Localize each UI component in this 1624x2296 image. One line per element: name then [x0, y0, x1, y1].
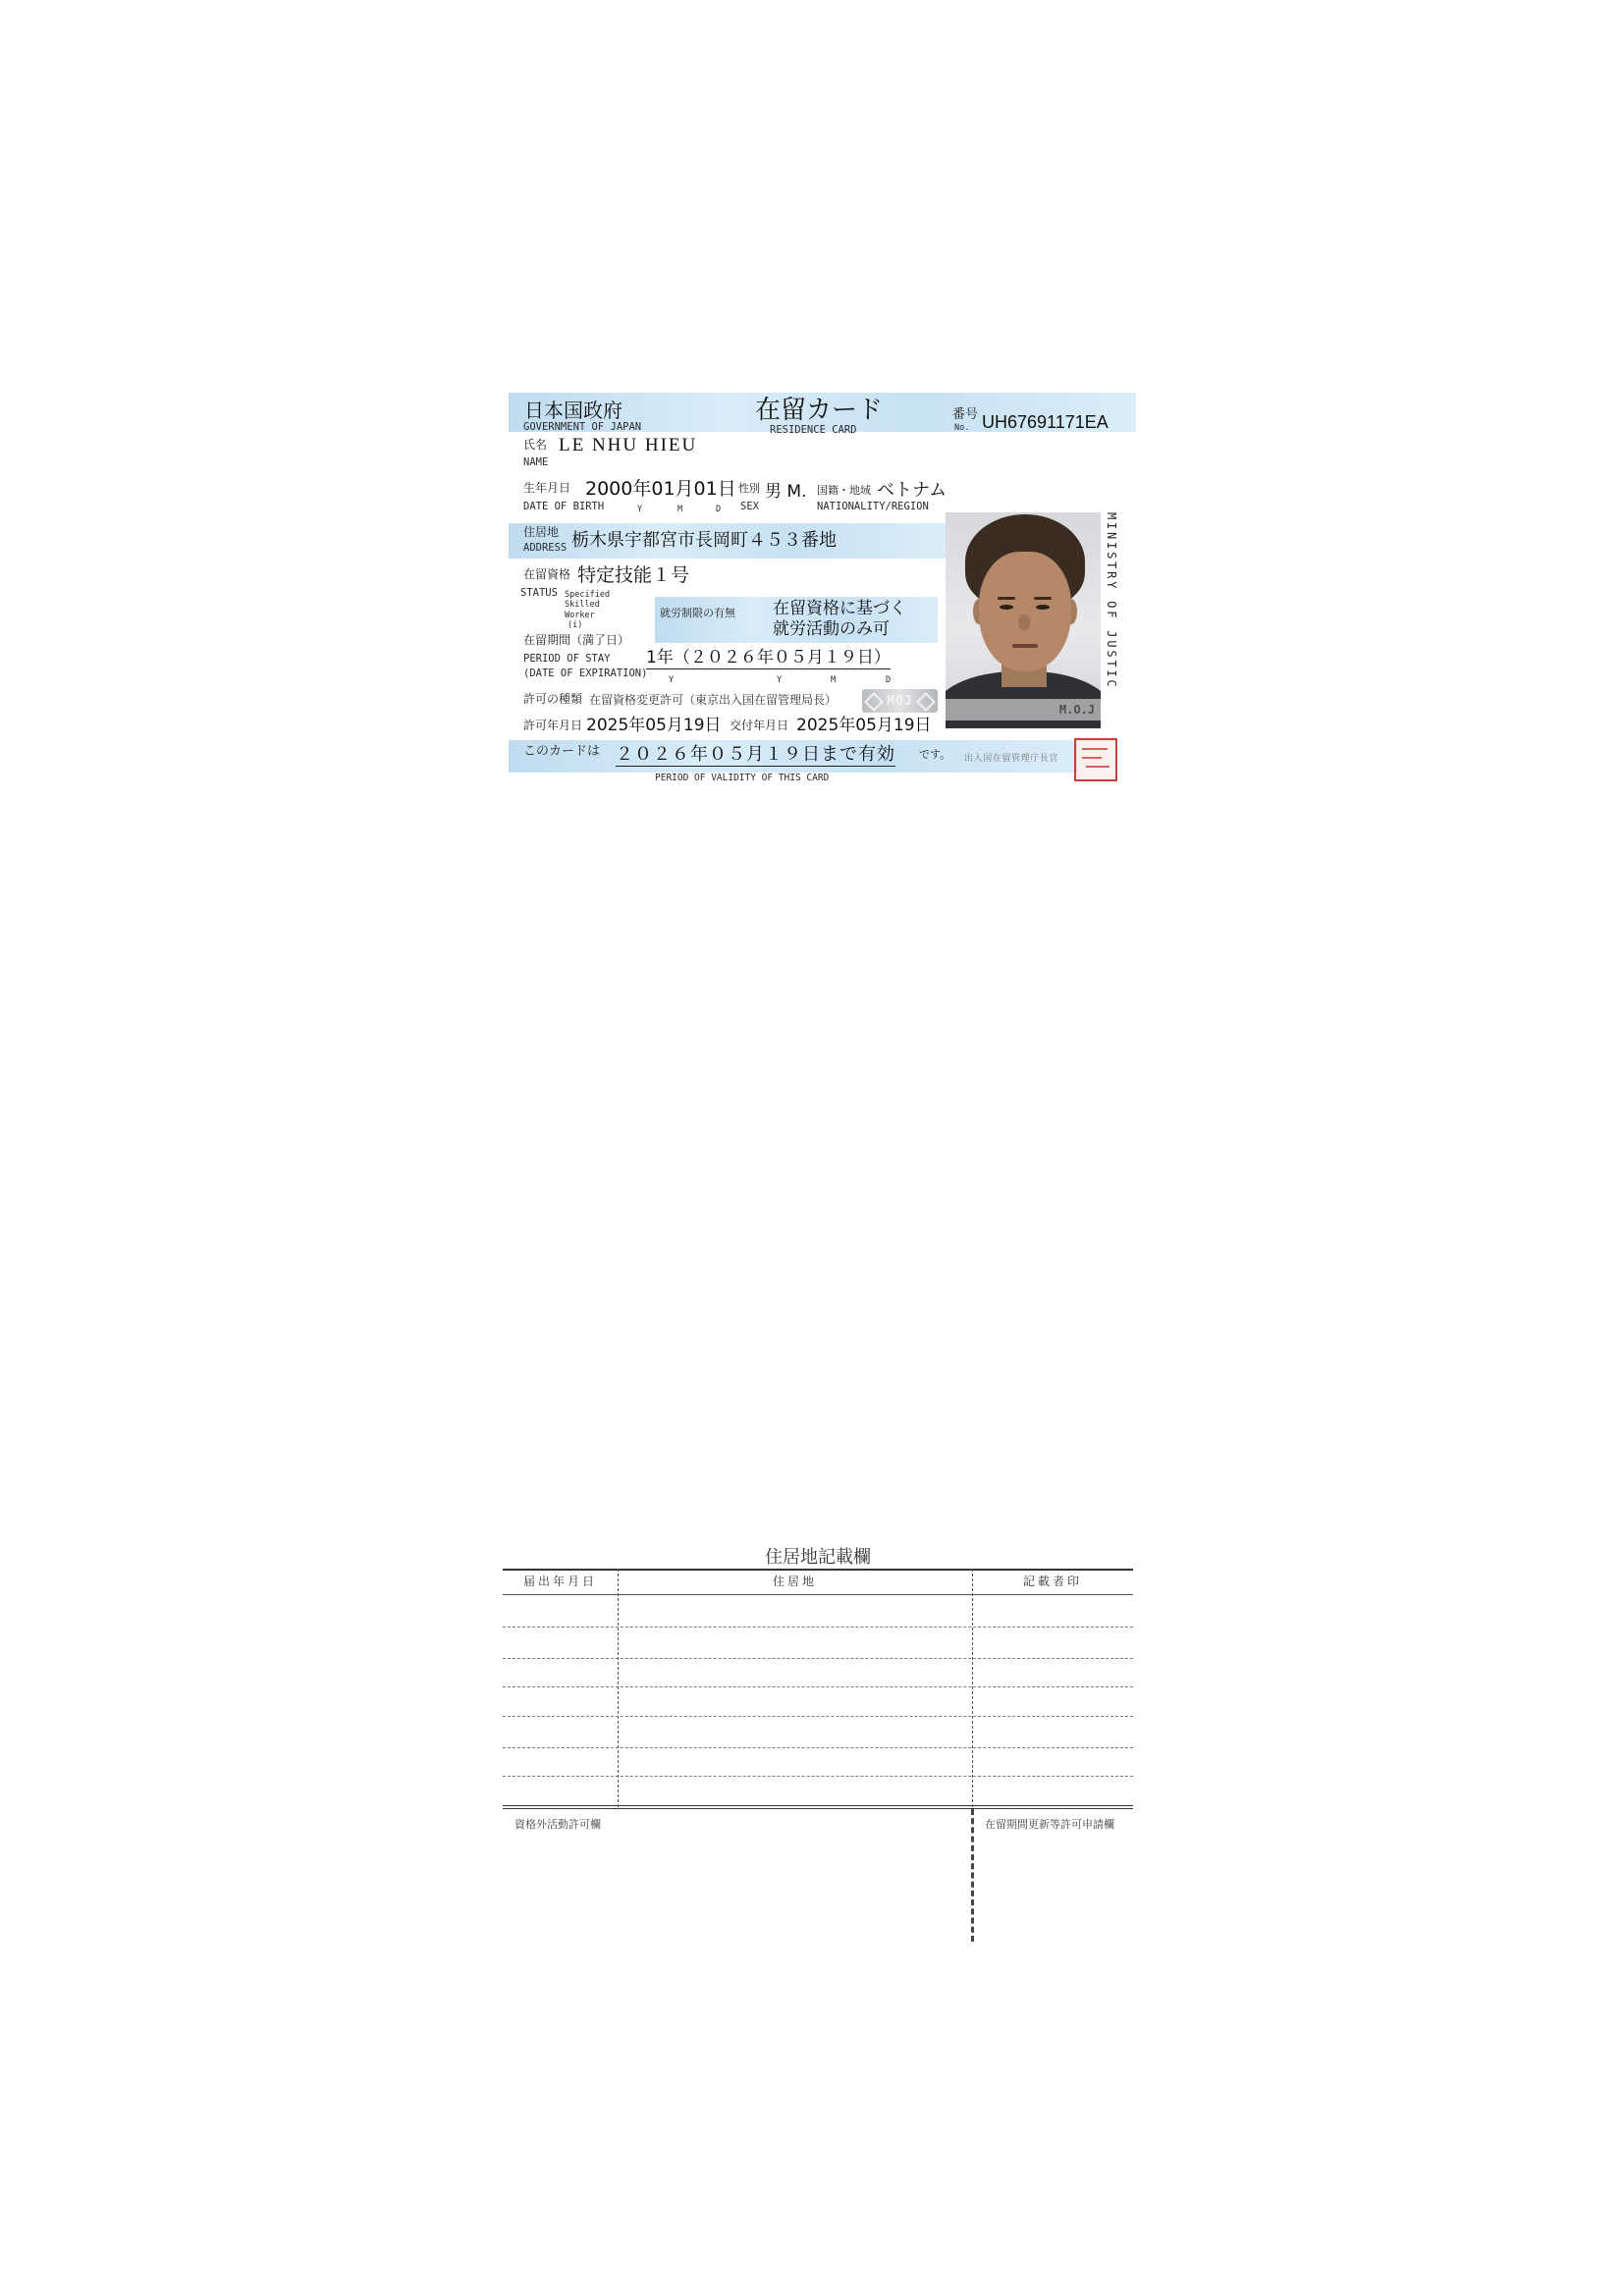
residence-card-back: [503, 1546, 1133, 1949]
status-en-line-3: Worker: [565, 611, 595, 620]
card-number: UH67691171EA: [982, 412, 1109, 432]
status-value: 特定技能１号: [577, 564, 690, 586]
dob-label-en: DATE OF BIRTH: [523, 501, 605, 512]
work-restriction-label: 就労制限の有無: [660, 607, 735, 619]
work-restriction-line-2: 就労活動のみ可: [773, 619, 890, 639]
extra-activity-permit-label: 資格外活動許可欄: [514, 1818, 601, 1831]
issuer-ja: 日本国政府: [524, 399, 623, 422]
address-label-ja: 住居地: [523, 525, 560, 539]
issuing-authority: 出入国在留管理庁長官: [964, 754, 1059, 764]
status-label-en: STATUS: [520, 587, 558, 599]
photo-hologram-text: M.O.J: [1058, 703, 1095, 717]
expiry-month-marker: M: [831, 675, 837, 685]
photo-nose: [1018, 614, 1030, 630]
dob-month-marker: M: [677, 505, 683, 514]
column-header-address: 住居地: [772, 1575, 817, 1588]
photo-brow-right: [1034, 597, 1052, 600]
table-row: [503, 1658, 1133, 1659]
table-row: [503, 1776, 1133, 1777]
residence-card-front: [506, 389, 1139, 786]
holder-name: LE NHU HIEU: [559, 435, 698, 455]
moj-hologram-text: MOJ: [887, 694, 913, 709]
issue-date-value: 2025年05月19日: [796, 716, 932, 735]
table-row: [503, 1686, 1133, 1687]
dob-day-marker: D: [716, 505, 722, 514]
column-divider-1: [618, 1569, 619, 1807]
holder-photo: [946, 512, 1101, 728]
table-row: [503, 1747, 1133, 1748]
date-of-birth: 2000年01月01日: [585, 478, 736, 500]
permission-type-value: 在留資格変更許可（東京出入国在留管理局長）: [589, 693, 838, 707]
issue-date-label: 交付年月日: [730, 719, 789, 732]
nationality-value: ベトナム: [877, 480, 947, 501]
number-label-ja: 番号: [952, 407, 979, 422]
nationality-label-en: NATIONALITY/REGION: [817, 501, 929, 512]
status-en-line-2: Skilled: [565, 600, 600, 610]
address-label-en: ADDRESS: [523, 542, 568, 554]
column-header-recorder-seal: 記載者印: [1022, 1575, 1082, 1588]
table-bottom-rule: [503, 1805, 1133, 1809]
permission-date-value: 2025年05月19日: [586, 716, 722, 735]
card-title-ja: 在留カード: [755, 396, 884, 425]
permission-type-label: 許可の種類: [523, 692, 583, 706]
expiration-label-en: (DATE OF EXPIRATION): [523, 667, 648, 679]
photo-brow-left: [998, 597, 1015, 600]
table-row: [503, 1716, 1133, 1717]
period-label-en: PERIOD OF STAY: [523, 653, 611, 665]
photo-eye-left: [1000, 605, 1013, 610]
sex-label-en: SEX: [740, 501, 759, 512]
number-label-en: No.: [954, 423, 970, 433]
address-record-title: 住居地記載欄: [765, 1547, 871, 1568]
sex-label-ja: 性別: [738, 482, 760, 495]
status-label-ja: 在留資格: [523, 567, 571, 581]
card-title-en: RESIDENCE CARD: [770, 424, 857, 436]
issuer-en: GOVERNMENT OF JAPAN: [523, 421, 642, 433]
photo-eye-right: [1036, 605, 1050, 610]
renewal-application-label: 在留期間更新等許可申請欄: [985, 1818, 1114, 1831]
sex-value: 男 M.: [765, 482, 807, 502]
name-label-ja: 氏名: [523, 438, 548, 452]
validity-value: ２０２６年０５月１９日まで有効: [616, 744, 895, 765]
ministry-vertical-text: MINISTRY OF JUSTIC: [1105, 512, 1118, 690]
photo-mouth: [1012, 644, 1038, 648]
header-bottom-rule: [503, 1594, 1133, 1595]
name-label-en: NAME: [523, 456, 549, 468]
column-divider-2: [972, 1569, 973, 1807]
photo-face: [979, 552, 1071, 671]
expiry-year-marker: Y: [777, 675, 783, 685]
table-row: [503, 1627, 1133, 1628]
validity-prefix: このカードは: [523, 744, 601, 759]
address-value: 栃木県宇都宮市長岡町４５３番地: [571, 530, 837, 551]
validity-suffix: です。: [919, 748, 951, 761]
permission-date-label: 許可年月日: [523, 719, 583, 732]
lower-section-divider: [971, 1809, 974, 1942]
column-header-notification-date: 届出年月日: [522, 1575, 597, 1588]
official-seal: [1074, 738, 1117, 781]
work-restriction-line-1: 在留資格に基づく: [773, 599, 906, 618]
status-en-line-1: Specified: [565, 590, 611, 600]
dob-label-ja: 生年月日: [523, 481, 571, 495]
status-en-line-4: (i): [568, 620, 583, 630]
period-of-stay-value: 1年（２０２６年０５月１９日）: [646, 648, 891, 667]
period-label-ja: 在留期間（満了日）: [523, 633, 630, 647]
nationality-label-ja: 国籍・地域: [817, 484, 871, 497]
validity-label-en: PERIOD OF VALIDITY OF THIS CARD: [655, 773, 830, 783]
moj-hologram: [862, 689, 938, 713]
expiry-day-marker: D: [886, 675, 892, 685]
table-top-rule: [503, 1569, 1133, 1571]
period-years-marker: Y: [669, 675, 675, 685]
dob-year-marker: Y: [637, 505, 643, 514]
